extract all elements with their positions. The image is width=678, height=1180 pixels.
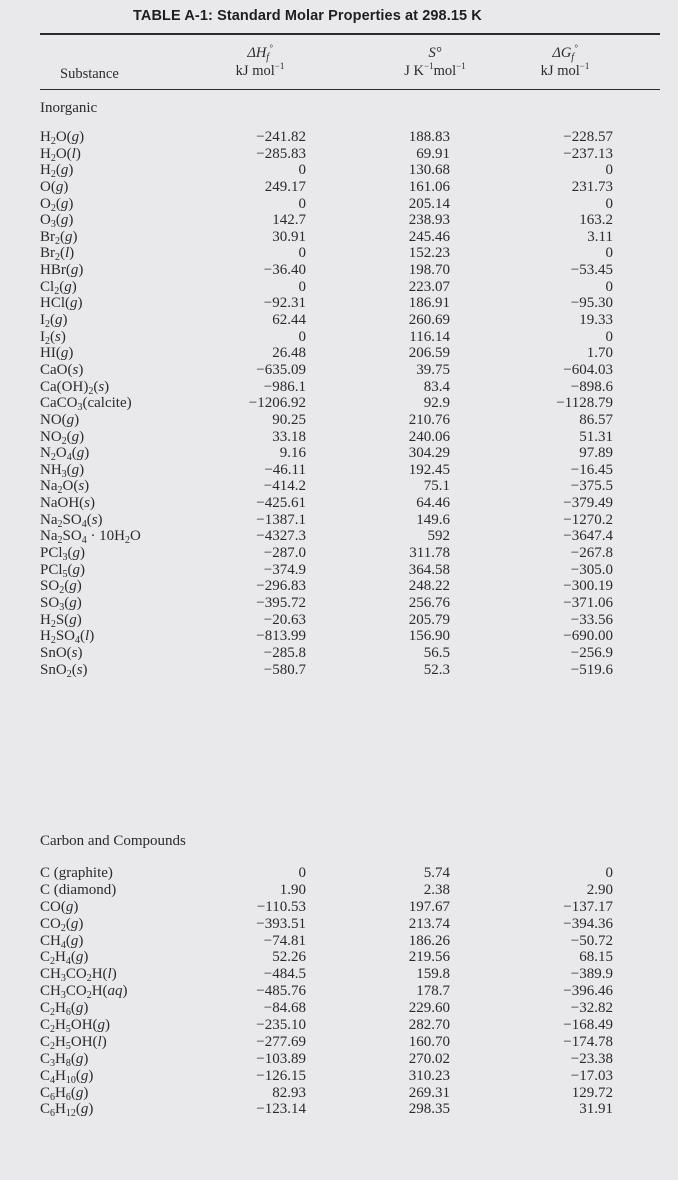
gibbs-cell: 0 [605,195,613,212]
entropy-cell: 186.91 [408,295,450,312]
substance-cell: $Br_2(g)$ [40,228,78,247]
gibbs-cell: −256.9 [570,644,613,661]
substance-cell: $NO_2(g)$ [40,428,85,447]
enthalpy-cell: −296.83 [256,578,306,595]
entropy-cell: 260.69 [408,312,450,329]
gibbs-cell: 0 [605,278,613,295]
gibbs-cell: −3647.4 [563,528,613,545]
entropy-cell: 159.8 [416,966,450,983]
table-row [0,562,678,579]
table-row [0,612,678,629]
entropy-cell: 298.35 [408,1101,450,1118]
substance-cell: $SO_3(g)$ [40,594,82,613]
substance-cell: PCl$_5$(g) [40,561,86,580]
section-carbon: Carbon and Compounds [40,833,186,849]
enthalpy-cell: −285.8 [263,644,306,661]
gibbs-cell: −300.19 [563,578,613,595]
gibbs-cell: −53.45 [570,262,613,279]
table-row [0,162,678,179]
substance-cell: $O_3(g)$ [40,212,74,231]
gibbs-cell: −17.03 [570,1067,613,1084]
substance-cell: $I_2(s)$ [40,328,66,347]
gibbs-cell: −389.9 [570,966,613,983]
substance-cell: CO(g) [40,898,79,915]
table-row [0,1068,678,1085]
gibbs-cell: −898.6 [570,378,613,395]
enthalpy-cell: 26.48 [272,345,306,362]
entropy-cell: 282.70 [408,1017,450,1034]
substance-cell: HI(g) [40,345,74,362]
enthalpy-cell: −123.14 [256,1101,306,1118]
enthalpy-cell: −1206.92 [248,395,306,412]
enthalpy-cell: −425.61 [256,495,306,512]
enthalpy-cell: −103.89 [256,1050,306,1067]
table-row [0,412,678,429]
substance-cell: $H_2SO_4(l)$ [40,628,95,647]
table-row [0,949,678,966]
table-row [0,983,678,1000]
substance-cell: $H_2S(g)$ [40,611,82,630]
gibbs-cell: −174.78 [563,1033,613,1050]
gibbs-cell: 97.89 [579,445,613,462]
enthalpy-cell: −635.09 [256,361,306,378]
entropy-cell: 213.74 [408,915,450,932]
header-gibbs-symbol: $\Delta G_f^\circ$ [552,43,578,63]
enthalpy-cell: 33.18 [272,428,306,445]
entropy-cell: 69.91 [416,145,450,162]
substance-cell: $Br_2(l)$ [40,245,75,264]
table-row [0,179,678,196]
enthalpy-cell: 0 [298,865,306,881]
gibbs-cell: 231.73 [571,178,613,195]
gibbs-cell: −228.57 [563,129,613,145]
enthalpy-cell: 249.17 [264,178,306,195]
gibbs-cell: 0 [605,865,613,881]
header-entropy [380,44,490,80]
enthalpy-cell: 90.25 [272,411,306,428]
enthalpy-cell: −374.9 [263,561,306,578]
substance-cell: CaCO$_3$(calcite) [40,395,132,414]
substance-cell: C (graphite) [40,865,113,881]
substance-cell: $N_2O_4(g)$ [40,445,90,464]
entropy-cell: 186.26 [408,932,450,949]
header-enthalpy-symbol: $\Delta H_f^\circ$ [247,43,273,63]
enthalpy-cell: 0 [298,278,306,295]
gibbs-cell: 129.72 [571,1084,613,1101]
substance-cell: SnO(s) [40,644,83,661]
gibbs-cell: −16.45 [570,461,613,478]
table-row [0,196,678,213]
substance-cell: NO(g) [40,411,80,428]
enthalpy-cell: 0 [298,195,306,212]
substance-cell: $C_2H_4(g)$ [40,949,89,968]
enthalpy-cell: −126.15 [256,1067,306,1084]
entropy-cell: 75.1 [423,478,450,495]
entropy-cell: 188.83 [408,129,450,145]
entropy-cell: 310.23 [408,1067,450,1084]
table-row [0,429,678,446]
table-row [0,528,678,545]
enthalpy-cell: −986.1 [263,378,306,395]
substance-cell: $C_2H_5OH(l)$ [40,1033,107,1052]
table-row [0,362,678,379]
table-row [0,628,678,645]
table-row [0,933,678,950]
header-entropy-unit: J $K^{-1}mol^{-1}$ [404,61,466,79]
enthalpy-cell: 1.90 [279,881,306,898]
header-gibbs [510,44,620,80]
entropy-cell: 269.31 [408,1084,450,1101]
enthalpy-cell: 30.91 [272,228,306,245]
enthalpy-cell: −46.11 [264,461,306,478]
enthalpy-cell: 142.7 [272,212,306,229]
substance-cell: CaO(s) [40,361,84,378]
table-row [0,279,678,296]
enthalpy-cell: −235.10 [256,1017,306,1034]
table-row [0,1000,678,1017]
gibbs-cell: 19.33 [579,312,613,329]
entropy-cell: 2.38 [423,881,450,898]
gibbs-cell: −375.5 [570,478,613,495]
gibbs-cell: −519.6 [570,661,613,678]
entropy-cell: 192.45 [408,461,450,478]
table-row [0,662,678,679]
entropy-cell: 304.29 [408,445,450,462]
substance-cell: $CO_2(g)$ [40,915,84,934]
entropy-cell: 152.23 [408,245,450,262]
substance-cell: $Na_2O(s)$ [40,478,90,497]
table-row [0,899,678,916]
substance-cell: HBr(g) [40,262,84,279]
table-row [0,379,678,396]
substance-cell: $Na_2SO_4 \cdot 10H_2O$ [40,528,141,547]
entropy-cell: 592 [427,528,450,545]
enthalpy-cell: −485.76 [256,983,306,1000]
gibbs-cell: −168.49 [563,1017,613,1034]
table-row [0,1017,678,1034]
enthalpy-cell: −393.51 [256,915,306,932]
entropy-cell: 198.70 [408,262,450,279]
substance-cell: NaOH(s) [40,495,95,512]
header-enthalpy [210,44,310,80]
enthalpy-cell: −110.53 [256,898,306,915]
entropy-cell: 156.90 [408,628,450,645]
enthalpy-cell: −285.83 [256,145,306,162]
entropy-cell: 56.5 [423,644,450,661]
substance-cell: $I_2(g)$ [40,312,68,331]
entropy-cell: 206.59 [408,345,450,362]
table-row [0,245,678,262]
entropy-cell: 205.14 [408,195,450,212]
table-row [0,295,678,312]
substance-cell: $SO_2(g)$ [40,578,82,597]
table-row [0,916,678,933]
gibbs-cell: −50.72 [570,932,613,949]
enthalpy-cell: −92.31 [263,295,306,312]
entropy-cell: 311.78 [409,545,450,562]
substance-cell: $H_2(g)$ [40,162,74,181]
table-title: TABLE A-1: Standard Molar Properties at 298.15 K [133,8,482,24]
gibbs-cell: −394.36 [563,915,613,932]
entropy-cell: 210.76 [408,411,450,428]
gibbs-cell: −396.46 [563,983,613,1000]
enthalpy-cell: −74.81 [263,932,306,949]
gibbs-cell: −237.13 [563,145,613,162]
entropy-cell: 197.67 [408,898,450,915]
entropy-cell: 219.56 [408,949,450,966]
header-enthalpy-unit: kJ mol$^{-1}$ [235,61,285,79]
gibbs-cell: 2.90 [586,881,613,898]
substance-cell: $O_2(g)$ [40,195,74,214]
substance-cell: $Ca(OH)_2(s)$ [40,378,110,397]
substance-cell: HCl(g) [40,295,83,312]
gibbs-cell: 163.2 [579,212,613,229]
table-row [0,462,678,479]
entropy-cell: 39.75 [416,361,450,378]
table-row [0,1085,678,1102]
substance-cell: $C_4H_{10}(g)$ [40,1067,94,1086]
entropy-cell: 364.58 [408,561,450,578]
enthalpy-cell: −4327.3 [256,528,306,545]
table-row [0,129,678,146]
enthalpy-cell: −484.5 [263,966,306,983]
gibbs-cell: −23.38 [570,1050,613,1067]
table-row [0,262,678,279]
gibbs-cell: −267.8 [570,545,613,562]
gibbs-cell: −690.00 [563,628,613,645]
substance-cell: $NH_3(g)$ [40,461,85,480]
enthalpy-cell: −84.68 [263,1000,306,1017]
entropy-cell: 116.14 [409,328,450,345]
entropy-cell: 5.74 [423,865,450,881]
gibbs-cell: −379.49 [563,495,613,512]
enthalpy-cell: 0 [298,328,306,345]
table-row [0,229,678,246]
table-row [0,345,678,362]
gibbs-cell: −1128.79 [556,395,613,412]
gibbs-cell: 68.15 [579,949,613,966]
enthalpy-cell: −277.69 [256,1033,306,1050]
carbon-rows [0,865,678,1118]
table-row [0,1034,678,1051]
entropy-cell: 248.22 [408,578,450,595]
entropy-cell: 256.76 [408,594,450,611]
table-row [0,882,678,899]
gibbs-cell: −95.30 [570,295,613,312]
table-row [0,212,678,229]
entropy-cell: 161.06 [408,178,450,195]
entropy-cell: 240.06 [408,428,450,445]
entropy-cell: 270.02 [408,1050,450,1067]
header-gibbs-unit: kJ mol$^{-1}$ [540,61,590,79]
gibbs-cell: 3.11 [587,228,613,245]
substance-cell: $CH_3CO_2H(l)$ [40,966,117,985]
table-row [0,478,678,495]
gibbs-cell: 51.31 [579,428,613,445]
substance-cell: $C_6H_6(g)$ [40,1084,89,1103]
entropy-cell: 160.70 [408,1033,450,1050]
substance-cell: PCl$_3$(g) [40,545,86,564]
gibbs-cell: −137.17 [563,898,613,915]
substance-cell: $H_2O(g)$ [40,129,85,147]
header-substance: Substance [60,66,119,82]
entropy-cell: 245.46 [408,228,450,245]
gibbs-cell: 1.70 [586,345,613,362]
substance-cell: $C_6H_{12}(g)$ [40,1101,94,1120]
table-row [0,312,678,329]
entropy-cell: 83.4 [423,378,450,395]
table-row [0,512,678,529]
gibbs-cell: −371.06 [563,594,613,611]
table-row [0,395,678,412]
table-row [0,578,678,595]
entropy-cell: 52.3 [423,661,450,678]
gibbs-cell: −305.0 [570,561,613,578]
header-rule [40,89,660,90]
substance-cell: SnO$_2$(s) [40,661,88,680]
gibbs-cell: −1270.2 [563,511,613,528]
enthalpy-cell: −20.63 [263,611,306,628]
enthalpy-cell: −813.99 [256,628,306,645]
table-row [0,445,678,462]
substance-cell: $C_2H_5OH(g)$ [40,1017,111,1036]
substance-cell: O(g) [40,178,69,195]
table-row [0,595,678,612]
entropy-cell: 149.6 [416,511,450,528]
substance-cell: $CH_3CO_2H(aq)$ [40,983,128,1002]
substance-cell: $C_3H_8(g)$ [40,1050,89,1069]
entropy-cell: 92.9 [423,395,450,412]
entropy-cell: 223.07 [408,278,450,295]
entropy-cell: 229.60 [408,1000,450,1017]
enthalpy-cell: −414.2 [263,478,306,495]
table-row [0,966,678,983]
substance-cell: C (diamond) [40,881,117,898]
enthalpy-cell: −287.0 [263,545,306,562]
substance-cell: $C_2H_6(g)$ [40,1000,89,1019]
gibbs-cell: 0 [605,162,613,179]
gibbs-cell: −33.56 [570,611,613,628]
enthalpy-cell: −395.72 [256,594,306,611]
substance-cell: $Na_2SO_4(s)$ [40,511,103,530]
entropy-cell: 238.93 [408,212,450,229]
entropy-cell: 130.68 [408,162,450,179]
table-row [0,1051,678,1068]
table-row [0,865,678,882]
substance-cell: $Cl_2(g)$ [40,278,77,297]
substance-cell: $CH_4(g)$ [40,932,84,951]
table-row [0,1101,678,1118]
enthalpy-cell: 52.26 [272,949,306,966]
table-row [0,495,678,512]
header-entropy-symbol: S° [428,45,442,61]
entropy-cell: 64.46 [416,495,450,512]
table-row [0,645,678,662]
enthalpy-cell: 0 [298,162,306,179]
entropy-cell: 178.7 [416,983,450,1000]
enthalpy-cell: −580.7 [263,661,306,678]
gibbs-cell: −604.03 [563,361,613,378]
enthalpy-cell: 0 [298,245,306,262]
entropy-cell: 205.79 [408,611,450,628]
enthalpy-cell: −241.82 [256,129,306,145]
section-inorganic: Inorganic [40,100,98,116]
table-row [0,329,678,346]
gibbs-cell: 31.91 [579,1101,613,1118]
gibbs-cell: 0 [605,328,613,345]
table-row [0,545,678,562]
gibbs-cell: 86.57 [579,411,613,428]
gibbs-cell: 0 [605,245,613,262]
enthalpy-cell: 62.44 [272,312,306,329]
table-row [0,146,678,163]
substance-cell: $H_2O(l)$ [40,145,81,164]
enthalpy-cell: −36.40 [263,262,306,279]
enthalpy-cell: −1387.1 [256,511,306,528]
gibbs-cell: −32.82 [570,1000,613,1017]
top-rule [40,33,660,35]
enthalpy-cell: 82.93 [272,1084,306,1101]
inorganic-rows [0,129,678,678]
enthalpy-cell: 9.16 [279,445,306,462]
